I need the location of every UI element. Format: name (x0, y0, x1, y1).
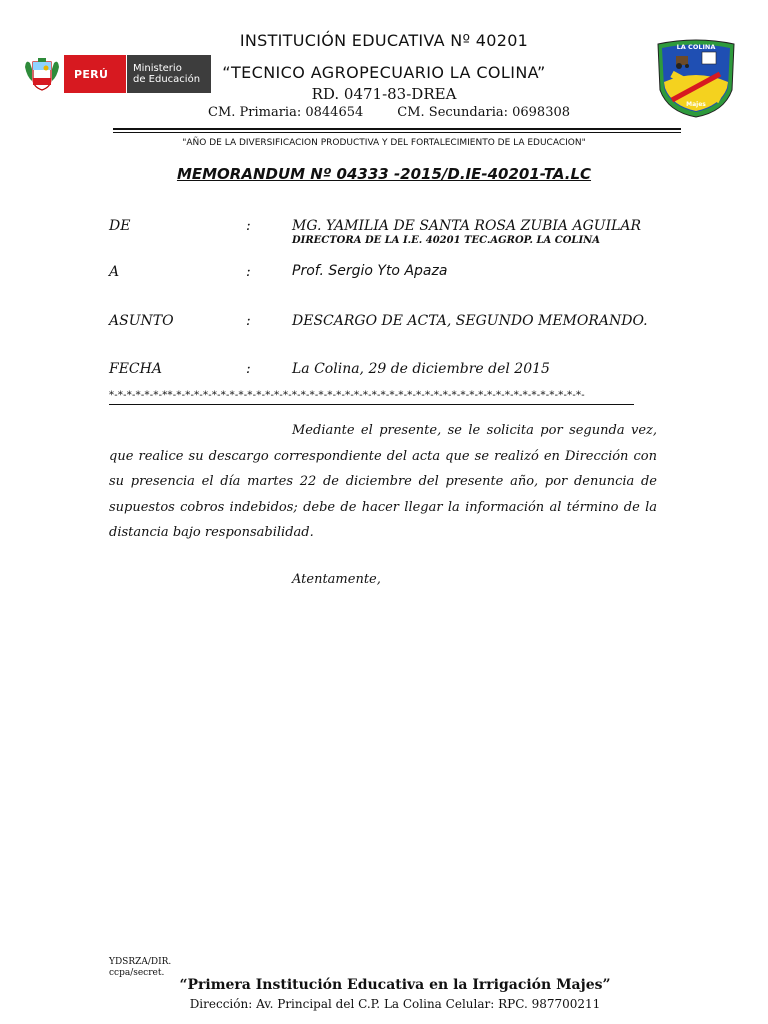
resolution-number: RD. 0471-83-DREA (311, 85, 457, 103)
field-label-fecha: FECHA (109, 361, 162, 377)
school-logo-bottom-text: Majes (686, 101, 706, 108)
field-colon: : (246, 361, 251, 377)
peru-label: PERÚ (74, 68, 109, 81)
ministry-line-1: Ministerio (133, 63, 182, 74)
field-label-asunto: ASUNTO (109, 313, 174, 329)
field-label-a: A (109, 264, 120, 280)
memo-title: MEMORANDUM Nº 04333 -2015/D.IE-40201-TA.LC (176, 165, 592, 183)
field-value-de: MG. YAMILIA DE SANTA ROSA ZUBIA AGUILAR (292, 218, 642, 234)
institution-name: INSTITUCIÓN EDUCATIVA Nº 40201 (239, 31, 529, 50)
field-value-de-position: DIRECTORA DE LA I.E. 40201 TEC.AGROP. LA COLINA (292, 235, 601, 246)
field-value-asunto: DESCARGO DE ACTA, SEGUNDO MEMORANDO. (292, 313, 648, 329)
ministry-line-2: de Educación (133, 74, 201, 85)
field-label-de: DE (109, 218, 131, 234)
cm-primaria: CM. Primaria: 0844654 (208, 105, 364, 120)
field-colon: : (246, 313, 251, 329)
field-colon: : (246, 264, 251, 280)
modular-codes (208, 105, 570, 120)
header-rule (113, 128, 681, 130)
footer-motto: “Primera Institución Educativa en la Irrigación Majes” (179, 977, 611, 993)
header-rule-thin (113, 132, 681, 133)
memo-body: Mediante el presente, se le solicita por segunda vez, que realice su descargo correspondiente del acta que se realizó en Dirección con su presencia el día martes 22 de diciembre del presente año, por denuncia de supuestos cobros indebidos; debe de hacer llegar la información al término de la distancia bajo responsabilidad. (109, 423, 657, 540)
reference-initials-1: YDSRZA/DIR. (109, 957, 172, 967)
footer-address: Dirección: Av. Principal del C.P. La Colina Celular: RPC. 987700211 (189, 997, 601, 1011)
separator-line: *-*-*-*-*-*-**-*-*-*-*-*-*-*-*-*-*-*-*-*-*-*-*-*-*-*-*-*-*-*-*-*-*-*-*-*-*-*-*-*-*-*-*-*-*-*-*-*-*-*-*-*-*- (109, 390, 634, 405)
field-colon: : (246, 218, 251, 234)
field-value-a: Prof. Sergio Yto Apaza (292, 263, 448, 279)
closing-salutation: Atentamente, (292, 572, 381, 587)
school-logo-top-text: LA COLINA (676, 43, 716, 51)
year-motto: "AÑO DE LA DIVERSIFICACION PRODUCTIVA Y DEL FORTALECIMIENTO DE LA EDUCACION" (182, 138, 586, 148)
institution-subtitle: “TECNICO AGROPECUARIO LA COLINA” (222, 63, 546, 82)
reference-initials-2: ccpa/secret. (109, 968, 165, 978)
cm-secundaria: CM. Secundaria: 0698308 (397, 105, 571, 120)
field-value-fecha: La Colina, 29 de diciembre del 2015 (292, 361, 550, 377)
